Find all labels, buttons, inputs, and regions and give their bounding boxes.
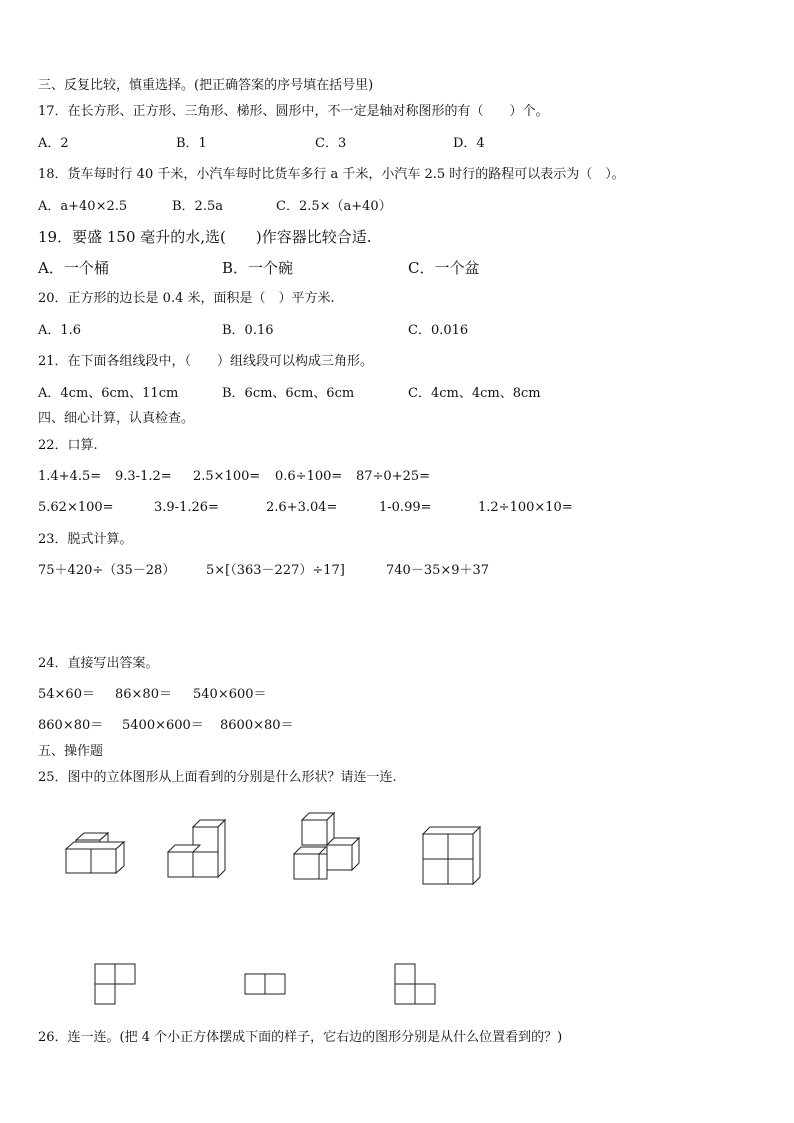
q25-stem: 25．图中的立体图形从上面看到的分别是什么形状？请连一连.: [38, 770, 397, 785]
stepwise-calc-item: 740－35×9＋37: [386, 563, 490, 578]
section5-heading: 五、操作题: [38, 744, 104, 759]
top-view-3[interactable]: [395, 964, 435, 1004]
oral-calc-item: 2.6+3.04=: [266, 500, 338, 515]
q23-stem: 23．脱式计算。: [38, 532, 133, 547]
section3-heading: 三、反复比较，慎重选择。(把正确答案的序号填在括号里): [38, 78, 374, 93]
oral-calc-item: 1.2÷100×10=: [478, 500, 573, 515]
q24-stem: 24．直接写出答案。: [38, 656, 159, 671]
q21-option-b[interactable]: B．6cm、6cm、6cm: [222, 386, 355, 401]
oral-calc-item: 3.9-1.26=: [154, 500, 219, 515]
direct-answer-item: 8600×80＝: [220, 718, 294, 733]
stepwise-calc-item: 75＋420÷（35－28）: [38, 563, 176, 578]
oral-calc-item: 1-0.99=: [379, 500, 432, 515]
solid-figure-1[interactable]: [66, 833, 124, 873]
q20-option-c[interactable]: C．0.016: [408, 323, 469, 338]
q17-stem: 17．在长方形、正方形、三角形、梯形、圆形中，不一定是轴对称图形的有（ ）个。: [38, 104, 549, 119]
q26-stem: 26．连一连。(把 4 个小正方体摆成下面的样子，它右边的图形分别是从什么位置看到的？): [38, 1030, 563, 1045]
solid-figure-3[interactable]: [294, 813, 359, 879]
q21-option-a[interactable]: A．4cm、6cm、11cm: [38, 386, 179, 401]
oral-calc-item: 5.62×100=: [38, 500, 114, 515]
q20-stem: 20．正方形的边长是 0.4 米，面积是（ ）平方米.: [38, 291, 335, 306]
q17-option-b[interactable]: B．1: [176, 136, 207, 151]
top-view-2[interactable]: [245, 974, 285, 994]
q20-option-a[interactable]: A．1.6: [38, 323, 82, 338]
oral-calc-item: 87÷0+25=: [356, 469, 431, 484]
q21-stem: 21．在下面各组线段中，（ ）组线段可以构成三角形。: [38, 354, 374, 369]
q17-option-a[interactable]: A．2: [38, 136, 69, 151]
q18-option-c[interactable]: C．2.5×（a+40）: [276, 199, 392, 214]
top-view-1[interactable]: [95, 964, 135, 1004]
section4-heading: 四、细心计算，认真检查。: [38, 411, 195, 426]
q22-stem: 22．口算.: [38, 438, 98, 453]
solid-figure-2[interactable]: [168, 820, 225, 877]
oral-calc-item: 2.5×100=: [193, 469, 261, 484]
q17-option-d[interactable]: D．4: [453, 136, 485, 151]
q19-option-b[interactable]: B．一个碗: [222, 259, 294, 277]
q19-option-a[interactable]: A．一个桶: [38, 259, 109, 277]
oral-calc-item: 1.4+4.5=: [38, 469, 102, 484]
q18-stem: 18．货车每时行 40 千米，小汽车每时比货车多行 a 千米，小汽车 2.5 时行的路程可以表示为（ ）。: [38, 167, 625, 182]
oral-calc-item: 0.6÷100=: [275, 469, 343, 484]
direct-answer-item: 54×60＝: [38, 687, 95, 702]
solid-figure-4[interactable]: [423, 827, 480, 884]
q18-option-a[interactable]: A．a+40×2.5: [38, 199, 128, 214]
q19-stem: 19．要盛 150 毫升的水,选( )作容器比较合适.: [38, 228, 372, 246]
stepwise-calc-item: 5×[（363－227）÷17]: [206, 563, 345, 578]
q21-option-c[interactable]: C．4cm、4cm、8cm: [408, 386, 541, 401]
direct-answer-item: 540×600＝: [193, 687, 267, 702]
oral-calc-item: 9.3-1.2=: [115, 469, 172, 484]
q19-option-c[interactable]: C．一个盆: [408, 259, 480, 277]
direct-answer-item: 86×80＝: [115, 687, 172, 702]
direct-answer-item: 860×80＝: [38, 718, 104, 733]
q18-option-b[interactable]: B．2.5a: [172, 199, 223, 214]
direct-answer-item: 5400×600＝: [122, 718, 204, 733]
q20-option-b[interactable]: B．0.16: [222, 323, 274, 338]
q17-option-c[interactable]: C．3: [315, 136, 347, 151]
